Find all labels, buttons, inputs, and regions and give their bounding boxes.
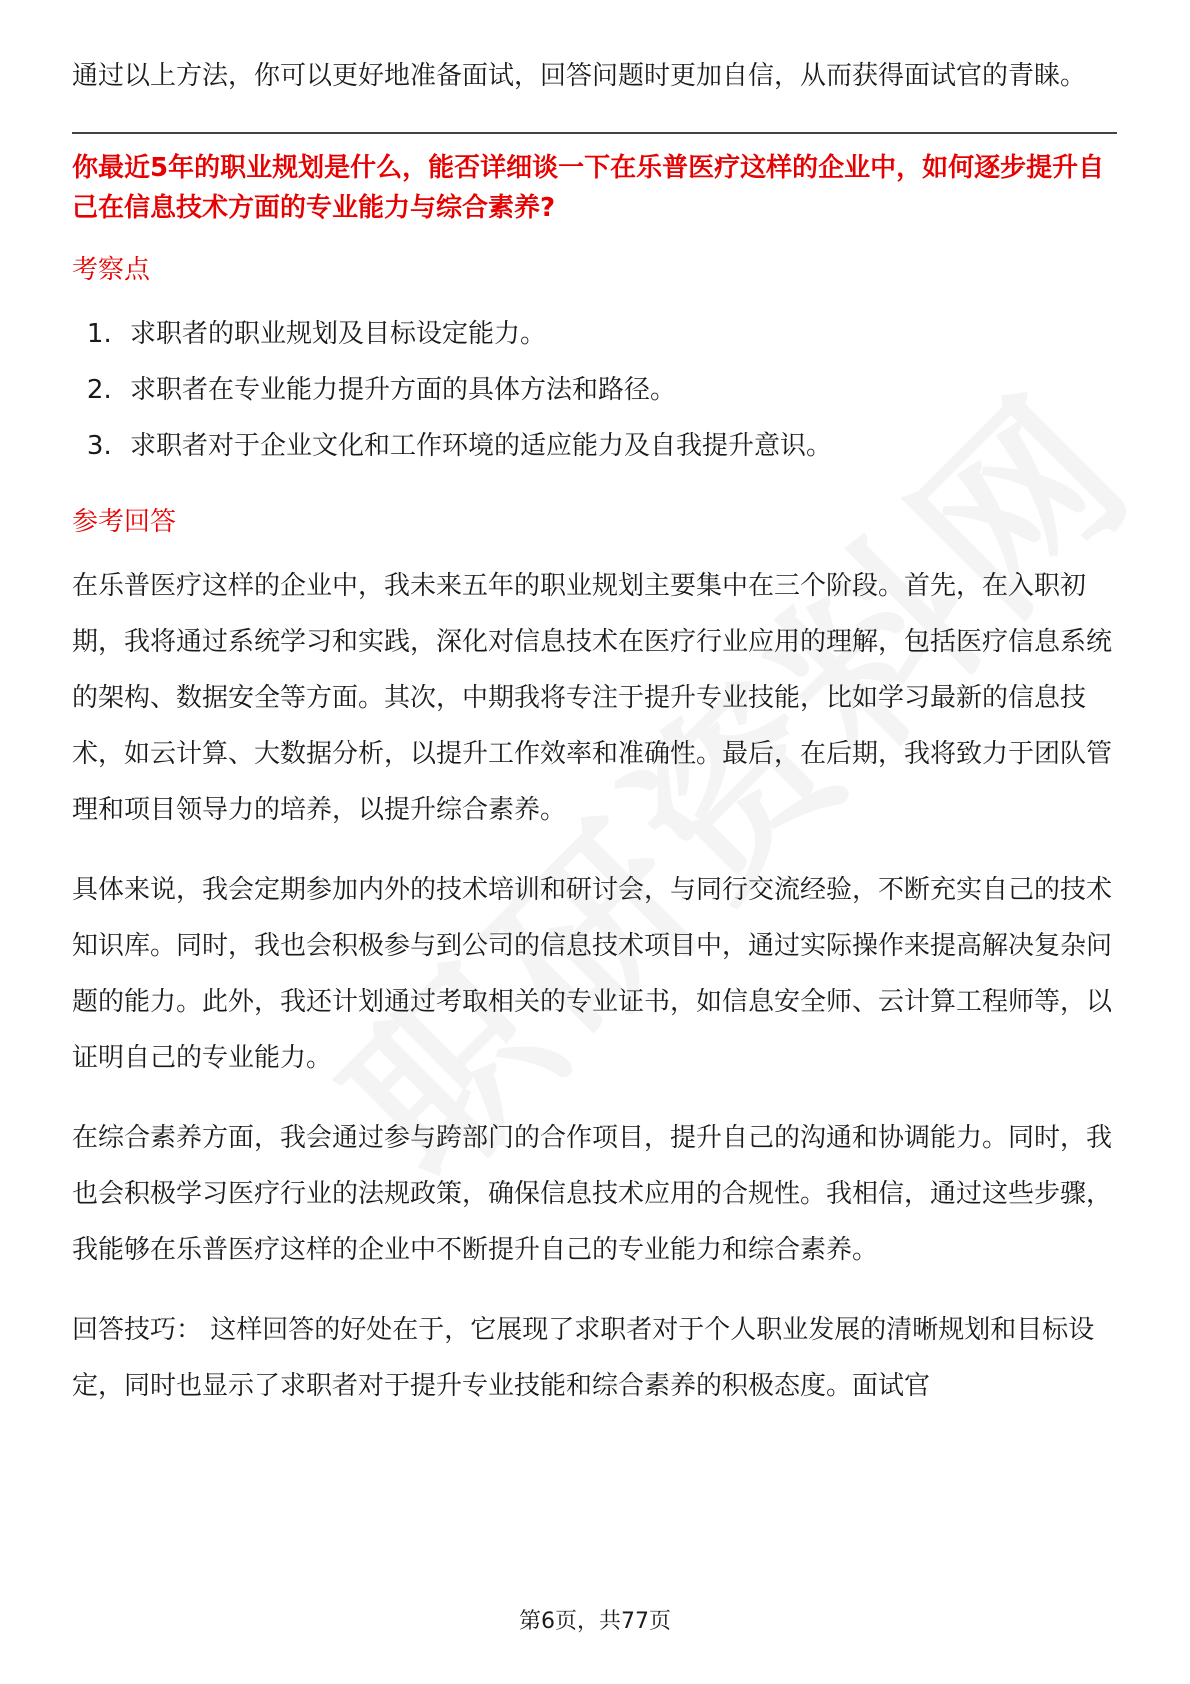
list-item: 1. 求职者的职业规划及目标设定能力。 [120,306,1117,362]
page-number: 第6页，共77页 [519,1609,671,1634]
answer-paragraph: 具体来说，我会定期参加内外的技术培训和研讨会，与同行交流经验，不断充实自己的技术知识库。同时，我也会积极参与到公司的信息技术项目中，通过实际操作来提高解决复杂问题的能力。此外，我还计划通过考取相关的专业证书，如信息安全师、云计算工程师等，以证明自己的专业能力。 [72,875,1113,1073]
list-item: 2. 求职者在专业能力提升方面的具体方法和路径。 [120,362,1117,418]
interview-question: 你最近5年的职业规划是什么，能否详细谈一下在乐普医疗这样的企业中，如何逐步提升自己在信息技术方面的专业能力与综合素养? [72,153,1105,223]
answer-paragraph: 在综合素养方面，我会通过参与跨部门的合作项目，提升自己的沟通和协调能力。同时，我也会积极学习医疗行业的法规政策，确保信息技术应用的合规性。我相信，通过这些步骤，我能够在乐普医疗这样的企业中不断提升自己的专业能力和综合素养。 [72,1123,1113,1265]
answer-tips-paragraph: 回答技巧： 这样回答的好处在于，它展现了求职者对于个人职业发展的清晰规划和目标设定，同时也显示了求职者对于提升专业技能和综合素养的积极态度。面试官 [72,1315,1095,1401]
key-points-list [72,306,1117,474]
section-divider [72,132,1117,134]
intro-paragraph: 通过以上方法，你可以更好地准备面试，回答问题时更加自信，从而获得面试官的青睐。 [72,61,1087,91]
answer-paragraph: 在乐普医疗这样的企业中，我未来五年的职业规划主要集中在三个阶段。首先，在入职初期，我将通过系统学习和实践，深化对信息技术在医疗行业应用的理解，包括医疗信息系统的架构、数据安全等方面。其次，中期我将专注于提升专业技能，比如学习最新的信息技术，如云计算、大数据分析，以提升工作效率和准确性。最后，在后期，我将致力于团队管理和项目领导力的培养，以提升综合素养。 [72,571,1113,825]
answer-title: 参考回答 [72,507,177,537]
list-item: 3. 求职者对于企业文化和工作环境的适应能力及自我提升意识。 [120,418,1117,474]
key-points-title: 考察点 [72,255,151,285]
page-content [72,48,1117,1438]
